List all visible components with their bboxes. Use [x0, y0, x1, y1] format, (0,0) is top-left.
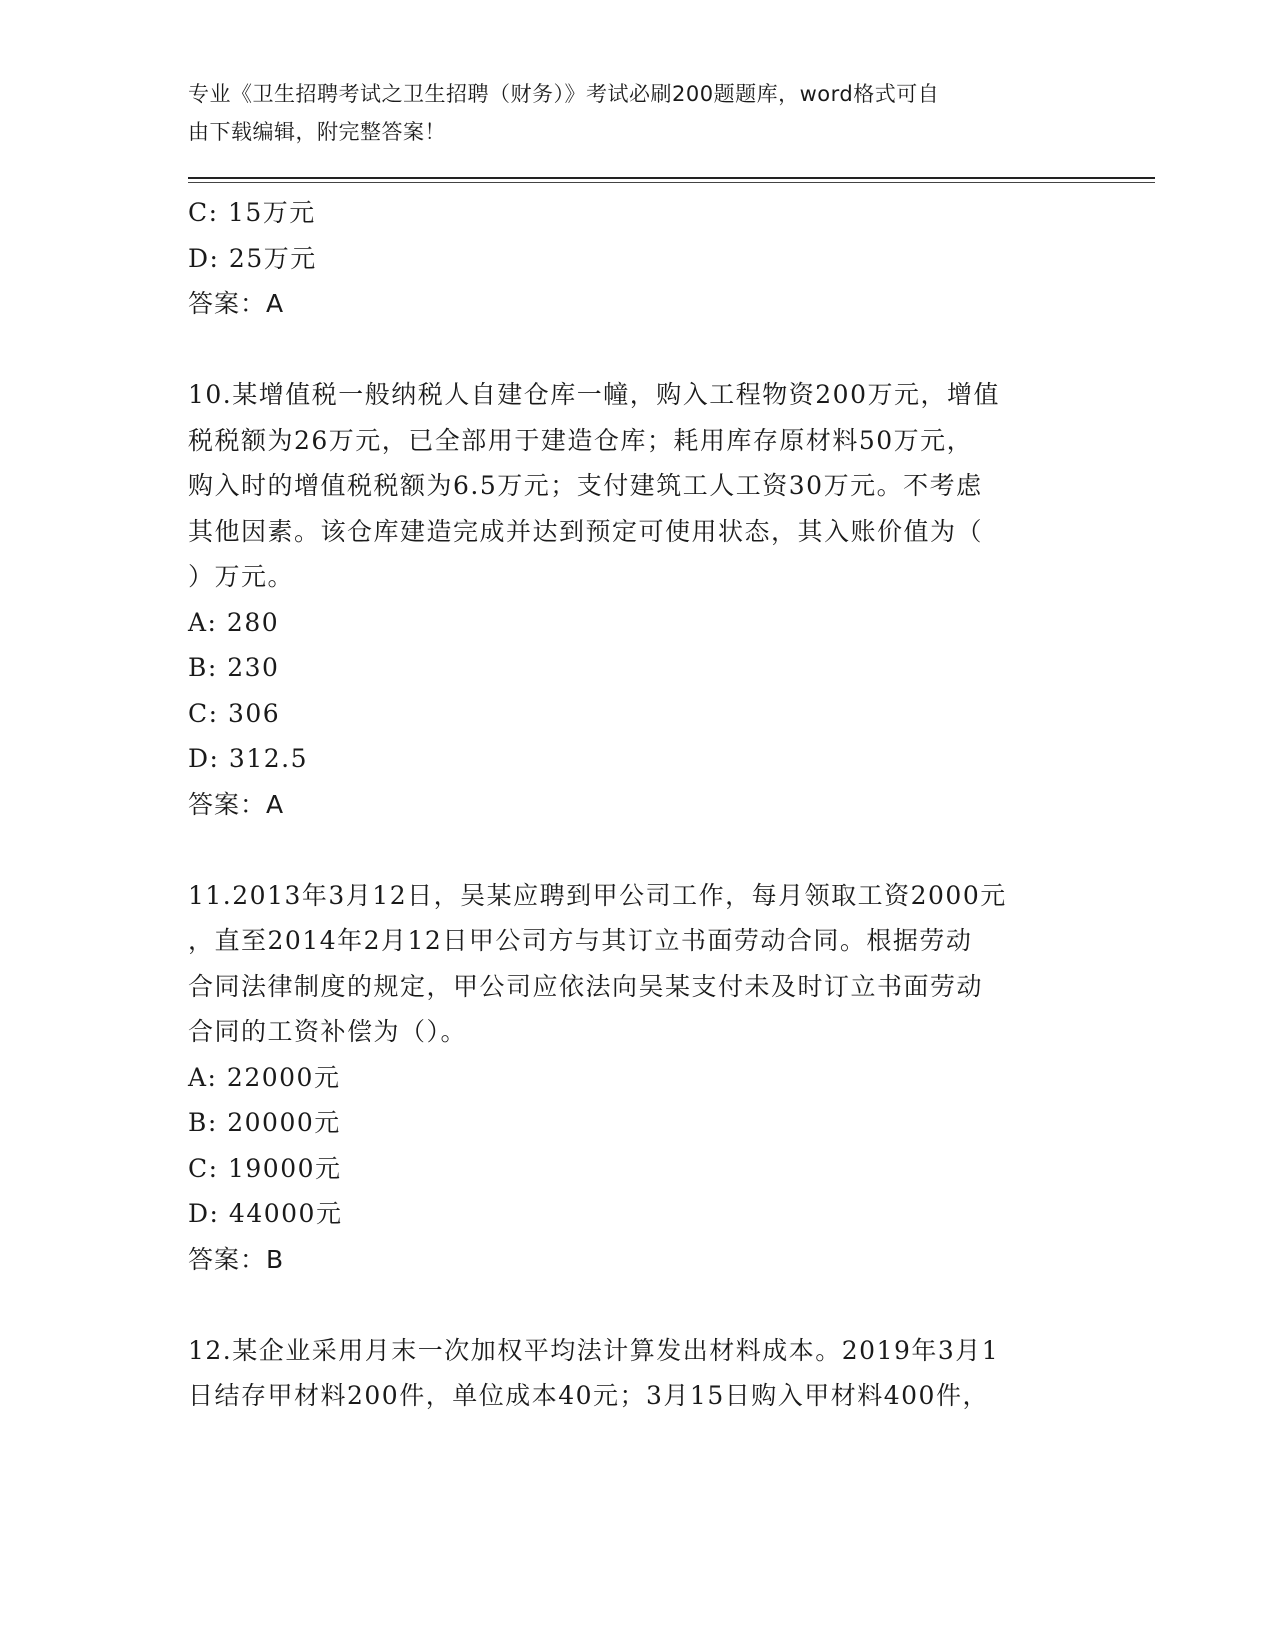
question-text-line: 12.某企业采用月末一次加权平均法计算发出材料成本。2019年3月1 — [188, 1335, 1000, 1365]
question-text-line: 10.某增值税一般纳税人自建仓库一幢，购入工程物资200万元，增值 — [188, 380, 1000, 409]
header-divider-thick — [188, 177, 1155, 179]
question-text-line: ）万元。 — [188, 562, 295, 591]
question-text-line: 税税额为26万元，已全部用于建造仓库；耗用库存原材料50万元， — [188, 425, 974, 455]
question-text-line: 合同的工资补偿为（）。 — [188, 1017, 468, 1046]
option-c: C: 306 — [188, 698, 281, 728]
spacer — [188, 1282, 1088, 1328]
document-header — [188, 75, 1068, 151]
question-11 — [188, 873, 1088, 1283]
header-line-2: 由下载编辑，附完整答案！ — [188, 120, 446, 144]
question-text-line: 合同法律制度的规定，甲公司应依法向吴某支付未及时订立书面劳动 — [188, 971, 984, 1001]
answer-line: 答案：A — [188, 789, 285, 819]
question-text-line: 日结存甲材料200件，单位成本40元；3月15日购入甲材料400件， — [188, 1381, 989, 1410]
header-line-1: 专业《卫生招聘考试之卫生招聘（财务）》考试必刷200题题库，word格式可自 — [188, 82, 940, 106]
answer-line: 答案：A — [188, 289, 285, 318]
option-c: C: 15万元 — [188, 198, 316, 227]
option-b: B: 20000元 — [188, 1108, 341, 1137]
option-d: D: 25万元 — [188, 243, 317, 273]
option-a: A: 280 — [188, 607, 280, 637]
document-body — [188, 190, 1088, 1419]
question-text-line: 购入时的增值税税额为6.5万元；支付建筑工人工资30万元。不考虑 — [188, 471, 983, 500]
spacer — [188, 327, 1088, 373]
question-text-line: ，直至2014年2月12日甲公司方与其订立书面劳动合同。根据劳动 — [188, 926, 973, 955]
spacer — [188, 827, 1088, 873]
option-a: A: 22000元 — [188, 1062, 341, 1092]
question-12 — [188, 1328, 1088, 1419]
header-divider-thin — [188, 182, 1155, 183]
answer-line: 答案：B — [188, 1244, 285, 1274]
option-d: D: 312.5 — [188, 744, 308, 773]
option-b: B: 230 — [188, 653, 280, 682]
question-text-line: 其他因素。该仓库建造完成并达到预定可使用状态，其入账价值为（ — [188, 516, 984, 546]
question-text-line: 11.2013年3月12日，吴某应聘到甲公司工作，每月领取工资2000元 — [188, 880, 1007, 910]
option-c: C: 19000元 — [188, 1153, 342, 1183]
question-9-tail — [188, 190, 1088, 327]
question-10 — [188, 372, 1088, 827]
option-d: D: 44000元 — [188, 1199, 343, 1228]
